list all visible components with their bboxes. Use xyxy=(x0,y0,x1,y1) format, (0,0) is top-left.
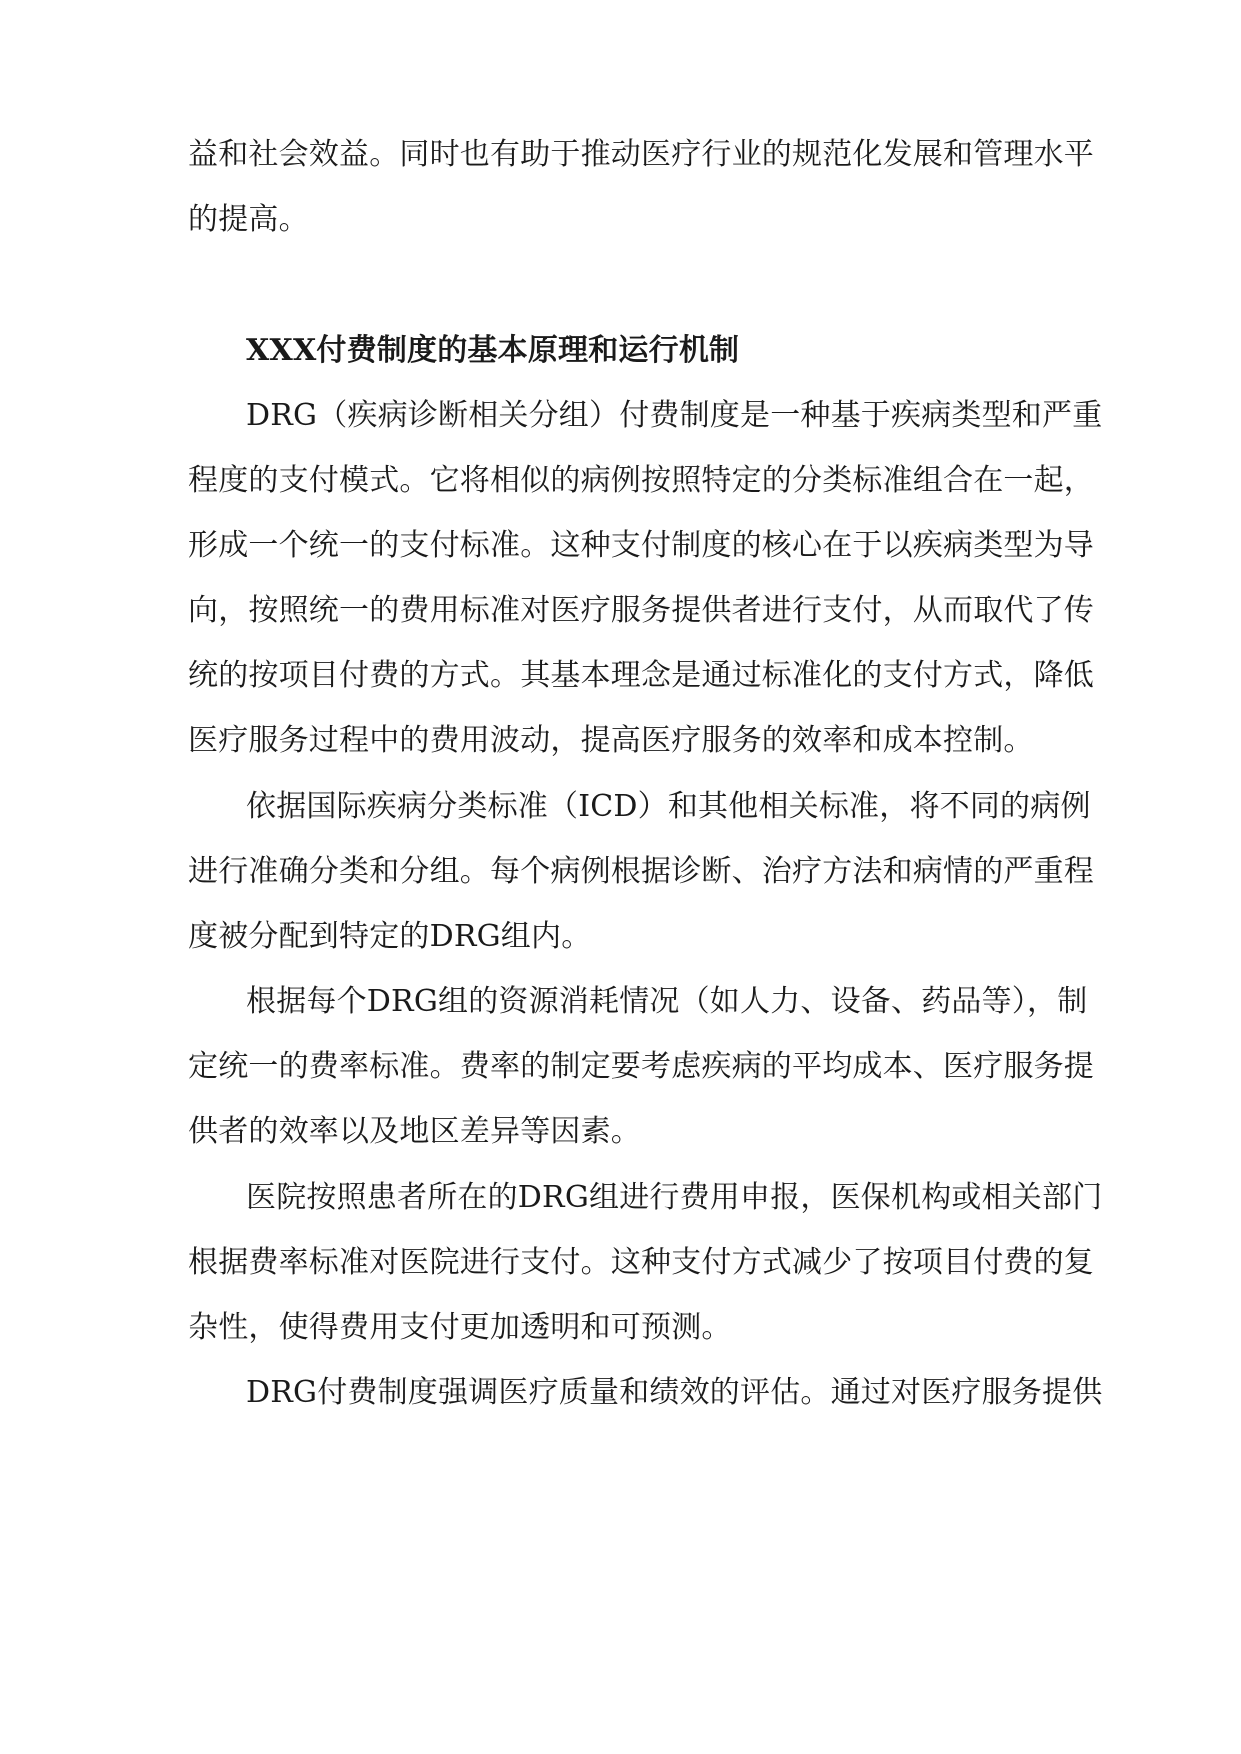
paragraph-line: 益和社会效益。同时也有助于推动医疗行业的规范化发展和管理水平 xyxy=(188,137,1094,172)
paragraph-line: 医院按照患者所在的DRG组进行费用申报，医保机构或相关部门 xyxy=(246,1180,1103,1215)
paragraph-line: 杂性，使得费用支付更加透明和可预测。 xyxy=(188,1310,732,1345)
paragraph-line: 依据国际疾病分类标准（ICD）和其他相关标准，将不同的病例 xyxy=(246,789,1091,824)
paragraph-line: 根据每个DRG组的资源消耗情况（如人力、设备、药品等），制 xyxy=(246,984,1088,1019)
paragraph-line: 定统一的费率标准。费率的制定要考虑疾病的平均成本、医疗服务提 xyxy=(188,1049,1094,1084)
paragraph-line: 的提高。 xyxy=(188,202,309,237)
paragraph-line: 医疗服务过程中的费用波动，提高医疗服务的效率和成本控制。 xyxy=(188,723,1034,758)
section-heading: XXX付费制度的基本原理和运行机制 xyxy=(246,333,740,368)
paragraph-line: DRG付费制度强调医疗质量和绩效的评估。通过对医疗服务提供 xyxy=(246,1375,1103,1410)
paragraph-line: 根据费率标准对医院进行支付。这种支付方式减少了按项目付费的复 xyxy=(188,1245,1094,1280)
paragraph-line: DRG（疾病诊断相关分组）付费制度是一种基于疾病类型和严重 xyxy=(246,398,1103,433)
paragraph-line: 进行准确分类和分组。每个病例根据诊断、治疗方法和病情的严重程 xyxy=(188,854,1094,889)
paragraph-line: 供者的效率以及地区差异等因素。 xyxy=(188,1114,641,1149)
paragraph-line: 向，按照统一的费用标准对医疗服务提供者进行支付，从而取代了传 xyxy=(188,593,1094,628)
paragraph-line: 统的按项目付费的方式。其基本理念是通过标准化的支付方式，降低 xyxy=(188,658,1094,693)
paragraph-line: 形成一个统一的支付标准。这种支付制度的核心在于以疾病类型为导 xyxy=(188,528,1094,563)
paragraph-line: 程度的支付模式。它将相似的病例按照特定的分类标准组合在一起， xyxy=(188,463,1094,498)
paragraph-line: 度被分配到特定的DRG组内。 xyxy=(188,919,592,954)
